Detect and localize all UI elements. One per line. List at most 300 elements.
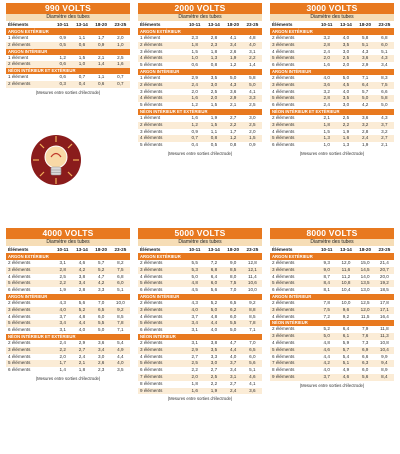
length-value: 8,5 <box>249 313 256 319</box>
length-value: 4,1 <box>229 35 237 40</box>
element-count: 7 éléments <box>140 373 163 379</box>
length-value: 9,0 <box>323 266 330 272</box>
length-value: 11,5 <box>360 313 370 319</box>
length-value: 6,2 <box>229 306 237 312</box>
length-value: 3,6 <box>361 55 369 61</box>
length-value: 5,2 <box>210 299 218 305</box>
length-value: 4,3 <box>381 114 388 120</box>
length-value: 10,0 <box>341 299 351 305</box>
element-count: 3 éléments <box>140 346 163 352</box>
length-value: 1,6 <box>342 135 350 141</box>
length-value: 1,7 <box>229 128 237 134</box>
length-value: 7,8 <box>323 299 330 305</box>
length-value: 5,0 <box>229 74 237 80</box>
element-count: 5 éléments <box>272 55 295 61</box>
gas-section-header: ARGON EXTÉRIEUR <box>138 254 262 260</box>
length-value: 3,0 <box>97 353 105 359</box>
element-count: 3 éléments <box>272 306 295 312</box>
length-value: 6,9 <box>361 346 369 352</box>
length-value: 3,2 <box>323 35 330 40</box>
length-value: 6,6 <box>381 88 388 94</box>
length-value: 6,8 <box>381 35 388 40</box>
column-header: 23-25 <box>246 22 259 27</box>
length-value: 5,4 <box>117 339 124 345</box>
table-row <box>270 115 394 122</box>
length-value: 2,0 <box>191 88 198 94</box>
length-value: 0,3 <box>59 80 66 86</box>
table-row <box>138 381 262 388</box>
length-value: 3,1 <box>229 373 237 379</box>
length-value: 4,1 <box>249 88 256 94</box>
length-value: 4,3 <box>59 299 66 305</box>
length-value: 4,7 <box>97 273 105 279</box>
column-header: Éléments <box>8 247 29 252</box>
length-value: 2,2 <box>249 55 256 61</box>
length-value: 4,2 <box>97 280 105 286</box>
table-row <box>6 347 130 354</box>
length-value: 5,2 <box>78 306 86 312</box>
table-row <box>270 360 394 367</box>
element-count: 4 éléments <box>140 55 163 61</box>
length-value: 3,0 <box>210 360 218 366</box>
length-value: 2,4 <box>229 387 237 393</box>
element-count: 1 élément <box>140 114 161 120</box>
length-value: 0,5 <box>59 41 66 47</box>
length-value: 0,8 <box>229 142 237 148</box>
element-count: 5 éléments <box>272 346 295 352</box>
element-count: 7 éléments <box>272 360 295 366</box>
length-value: 0,6 <box>97 80 105 86</box>
element-count: 1 élément <box>8 74 29 80</box>
length-value: 2,4 <box>191 81 198 87</box>
length-value: 17,1 <box>379 306 389 312</box>
element-count: 3 éléments <box>272 121 295 127</box>
length-value: 10,8 <box>379 339 389 345</box>
column-headers <box>6 21 130 29</box>
table-row <box>270 142 394 149</box>
column-header: 23-25 <box>114 247 127 252</box>
element-count: 2 éléments <box>140 41 163 47</box>
length-value: 3,7 <box>59 313 66 319</box>
length-value: 11,8 <box>380 326 389 332</box>
length-value: 2,5 <box>342 55 350 61</box>
table-row <box>270 102 394 109</box>
table-8000-volts <box>270 228 394 388</box>
element-count: 5 éléments <box>140 320 163 326</box>
length-value: 12,1 <box>247 266 257 272</box>
element-count: 6 éléments <box>272 287 295 293</box>
length-value: 2,9 <box>78 339 86 345</box>
element-count: 2 éléments <box>272 74 295 80</box>
table-row <box>6 354 130 361</box>
length-value: 4,2 <box>78 266 86 272</box>
length-value: 7,5 <box>229 280 237 286</box>
table-4000-volts <box>6 228 130 381</box>
length-value: 0,6 <box>78 41 86 47</box>
length-value: 3,1 <box>191 339 198 345</box>
element-count: 2 éléments <box>272 260 295 265</box>
length-value: 4,9 <box>117 346 124 352</box>
column-header: 13-14 <box>76 22 88 27</box>
column-header: 18-20 <box>95 22 108 27</box>
column-header: 23-25 <box>378 22 391 27</box>
length-value: 2,5 <box>210 373 218 379</box>
length-value: 7,5 <box>117 266 124 272</box>
length-value: 21,4 <box>379 260 389 265</box>
element-count: 3 éléments <box>140 266 163 272</box>
table-row <box>270 367 394 374</box>
length-value: 0,7 <box>117 74 124 80</box>
length-value: 1,2 <box>229 135 237 141</box>
column-headers <box>270 21 394 29</box>
table-row <box>270 267 394 274</box>
element-count: 2 éléments <box>140 299 163 305</box>
length-value: 11,6 <box>341 266 351 272</box>
length-value: 2,7 <box>78 346 86 352</box>
length-value: 1,4 <box>97 61 105 67</box>
length-value: 2,8 <box>59 266 66 272</box>
length-value: 10,8 <box>341 280 351 286</box>
table-row <box>138 307 262 314</box>
length-value: 3,8 <box>210 339 218 345</box>
length-value: 1,9 <box>229 55 237 61</box>
length-value: 12,8 <box>247 260 257 265</box>
length-value: 2,8 <box>323 41 330 47</box>
length-value: 1,1 <box>210 128 218 134</box>
length-value: 1,8 <box>210 48 218 54</box>
element-count: 5 éléments <box>140 102 163 108</box>
column-header: Éléments <box>272 22 293 27</box>
length-value: 6,6 <box>361 353 369 359</box>
gas-section-header: NÉON INTÉRIEUR ET EXTÉRIEUR <box>270 109 394 115</box>
length-value: 2,7 <box>229 114 237 120</box>
table-row <box>270 62 394 69</box>
element-count: 6 éléments <box>8 327 31 333</box>
length-value: 4,0 <box>210 327 218 333</box>
length-value: 13,5 <box>360 280 370 286</box>
length-value: 2,5 <box>249 102 256 108</box>
element-count: 3 éléments <box>8 346 31 352</box>
length-value: 0,9 <box>249 142 256 148</box>
length-value: 1,2 <box>191 121 198 127</box>
length-value: 3,3 <box>97 287 105 293</box>
length-value: 10,0 <box>247 287 257 293</box>
table-row <box>138 55 262 62</box>
length-value: 1,6 <box>191 114 198 120</box>
length-value: 0,6 <box>59 74 66 80</box>
length-value: 4,3 <box>381 55 388 61</box>
length-value: 3,1 <box>59 327 66 333</box>
length-value: 0,9 <box>191 128 198 134</box>
table-row <box>6 327 130 334</box>
length-value: 1,9 <box>210 387 218 393</box>
length-value: 7,6 <box>361 333 369 339</box>
length-value: 4,6 <box>78 260 86 265</box>
length-value: 2,4 <box>59 339 66 345</box>
length-value: 2,2 <box>59 280 66 286</box>
table-row <box>270 135 394 142</box>
length-value: 0,9 <box>97 41 105 47</box>
table-row <box>138 62 262 69</box>
table-row <box>138 340 262 347</box>
length-value: 2,4 <box>323 102 330 108</box>
length-value: 11,3 <box>380 333 389 339</box>
element-count: 1 élément <box>140 74 161 80</box>
table-row <box>6 287 130 294</box>
element-count: 3 éléments <box>272 333 295 339</box>
length-value: 6,8 <box>210 266 218 272</box>
length-value: 5,6 <box>361 373 369 379</box>
table-row <box>138 129 262 136</box>
table-row <box>6 74 130 81</box>
length-value: 9,2 <box>342 313 350 319</box>
length-value: 2,2 <box>59 346 66 352</box>
length-value: 0,5 <box>210 142 218 148</box>
length-value: 4,6 <box>342 373 350 379</box>
length-value: 3,2 <box>361 121 369 127</box>
table-row <box>138 314 262 321</box>
element-count: 5 éléments <box>272 135 295 141</box>
length-value: 2,8 <box>210 35 218 40</box>
length-value: 2,5 <box>191 360 198 366</box>
length-value: 7,1 <box>361 74 369 80</box>
length-value: 3,6 <box>323 81 330 87</box>
element-count: 4 éléments <box>8 273 31 279</box>
table-row <box>6 260 130 267</box>
length-value: 1,9 <box>210 114 218 120</box>
element-count: 4 éléments <box>272 313 295 319</box>
length-value: 7,3 <box>361 339 369 345</box>
length-value: 1,6 <box>191 387 198 393</box>
length-value: 1,9 <box>59 287 66 293</box>
length-value: 2,7 <box>381 135 388 141</box>
length-value: 0,7 <box>78 74 86 80</box>
length-value: 5,0 <box>249 81 256 87</box>
length-value: 9,6 <box>342 306 350 312</box>
table-row <box>6 340 130 347</box>
length-value: 3,8 <box>78 273 86 279</box>
length-value: 2,7 <box>191 353 198 359</box>
table-row <box>138 75 262 82</box>
length-value: 2,3 <box>191 35 198 40</box>
length-value: 6,0 <box>210 280 218 286</box>
length-value: 3,4 <box>229 41 237 47</box>
length-value: 4,6 <box>323 346 330 352</box>
column-header: Éléments <box>272 247 293 252</box>
table-row <box>138 135 262 142</box>
element-count: 1 élément <box>8 35 29 40</box>
length-value: 1,0 <box>117 41 124 47</box>
length-value: 2,7 <box>229 380 237 386</box>
table-row <box>138 280 262 287</box>
length-value: 4,1 <box>249 380 256 386</box>
length-value: 5,0 <box>210 306 218 312</box>
column-header: 18-20 <box>359 22 372 27</box>
table-row <box>6 300 130 307</box>
length-value: 3,7 <box>191 313 198 319</box>
table-row <box>138 142 262 149</box>
element-count: 2 éléments <box>140 260 163 265</box>
length-value: 2,0 <box>191 373 198 379</box>
table-row <box>270 354 394 361</box>
table-row <box>138 274 262 281</box>
element-count: 2 éléments <box>140 81 163 87</box>
gas-section-header: ARGON INTÉRIEUR <box>6 49 130 55</box>
length-value: 13,0 <box>360 287 370 293</box>
element-count: 8 éléments <box>140 380 163 386</box>
column-headers <box>138 21 262 29</box>
table-row <box>138 42 262 49</box>
element-count: 4 éléments <box>140 353 163 359</box>
gas-section-header: ARGON INTÉRIEUR <box>138 69 262 75</box>
length-value: 1,2 <box>59 54 66 60</box>
table-row <box>6 274 130 281</box>
gas-section-header: NÉON INTÉRIEUR ET EXTÉRIEUR <box>6 334 130 340</box>
length-value: 1,0 <box>323 142 330 148</box>
table-row <box>270 55 394 62</box>
table-row <box>270 129 394 136</box>
length-value: 4,0 <box>342 35 350 40</box>
table-row <box>6 367 130 374</box>
measurement-note: (Mesures entre sorties d'électrode) <box>35 89 101 95</box>
length-value: 8,1 <box>323 287 330 293</box>
table-2000-volts <box>138 3 262 156</box>
table-row <box>6 320 130 327</box>
length-value: 4,0 <box>117 360 124 366</box>
length-value: 1,9 <box>361 142 369 148</box>
table-row <box>138 49 262 56</box>
length-value: 3,1 <box>249 48 256 54</box>
tube-diameter-header: Diamètre des tubes <box>6 14 130 21</box>
length-value: 4,2 <box>361 102 369 108</box>
length-value: 2,0 <box>249 128 256 134</box>
length-value: 2,0 <box>323 55 330 61</box>
length-value: 3,4 <box>78 280 86 286</box>
element-count: 6 éléments <box>272 102 295 108</box>
element-count: 4 éléments <box>272 88 295 94</box>
voltage-title: 4000 VOLTS <box>6 228 130 239</box>
length-value: 1,0 <box>78 61 86 67</box>
length-value: 3,4 <box>381 62 388 68</box>
table-row <box>270 347 394 354</box>
length-value: 2,0 <box>59 353 66 359</box>
length-value: 8,4 <box>323 280 330 286</box>
length-value: 14,5 <box>360 266 370 272</box>
length-value: 4,0 <box>191 306 198 312</box>
length-value: 5,4 <box>342 353 350 359</box>
table-row <box>138 300 262 307</box>
length-value: 6,0 <box>229 313 237 319</box>
length-value: 3,5 <box>342 95 350 101</box>
length-value: 20,0 <box>379 273 389 279</box>
length-value: 7,9 <box>361 326 369 332</box>
table-row <box>138 354 262 361</box>
length-value: 0,7 <box>191 135 198 141</box>
table-row <box>270 274 394 281</box>
length-value: 4,9 <box>342 367 350 373</box>
length-value: 1,2 <box>229 62 237 68</box>
element-count: 3 éléments <box>272 81 295 87</box>
tube-diameter-header: Diamètre des tubes <box>138 14 262 21</box>
length-value: 17,8 <box>379 299 389 305</box>
length-value: 7,2 <box>210 260 218 265</box>
element-count: 3 éléments <box>140 88 163 94</box>
length-value: 3,6 <box>97 339 105 345</box>
length-value: 4,4 <box>117 353 124 359</box>
length-value: 7,0 <box>97 299 105 305</box>
table-row <box>138 102 262 109</box>
length-value: 7,1 <box>249 327 256 333</box>
length-value: 4,0 <box>323 74 330 80</box>
element-count: 2 éléments <box>272 35 295 40</box>
table-row <box>138 287 262 294</box>
length-value: 4,0 <box>249 41 256 47</box>
length-value: 1,7 <box>59 360 66 366</box>
length-value: 18,5 <box>379 287 389 293</box>
length-value: 4,7 <box>229 339 237 345</box>
length-value: 2,1 <box>78 360 86 366</box>
length-value: 6,4 <box>361 81 369 87</box>
length-value: 10,4 <box>379 346 389 352</box>
length-value: 6,5 <box>229 299 237 305</box>
table-row <box>270 300 394 307</box>
length-value: 5,3 <box>191 266 198 272</box>
length-value: 2,2 <box>342 121 350 127</box>
element-count: 4 éléments <box>8 313 31 319</box>
element-count: 2 éléments <box>272 299 295 305</box>
length-value: 4,4 <box>210 320 218 326</box>
length-value: 2,9 <box>361 62 369 68</box>
length-value: 8,8 <box>249 306 256 312</box>
length-value: 9,9 <box>381 353 388 359</box>
length-value: 4,4 <box>323 353 330 359</box>
table-row <box>270 314 394 321</box>
voltage-title: 3000 VOLTS <box>270 3 394 14</box>
length-value: 6,5 <box>249 346 256 352</box>
length-value: 1,6 <box>117 61 124 67</box>
element-count: 3 éléments <box>8 266 31 272</box>
length-value: 2,1 <box>97 54 105 60</box>
length-value: 2,1 <box>323 114 330 120</box>
column-header: 13-14 <box>340 247 352 252</box>
length-value: 12,5 <box>360 299 370 305</box>
length-value: 0,6 <box>191 62 198 68</box>
length-value: 5,1 <box>117 287 124 293</box>
length-value: 2,7 <box>210 367 218 373</box>
table-row <box>270 75 394 82</box>
element-count: 4 éléments <box>272 273 295 279</box>
length-value: 0,8 <box>210 135 218 141</box>
column-header: 18-20 <box>359 247 372 252</box>
length-value: 6,4 <box>342 326 350 332</box>
length-value: 0,4 <box>78 80 86 86</box>
length-value: 1,6 <box>191 95 198 101</box>
length-value: 3,5 <box>210 74 218 80</box>
length-value: 4,3 <box>361 48 369 54</box>
element-count: 6 éléments <box>140 287 163 293</box>
length-value: 1,4 <box>59 367 66 373</box>
table-row <box>270 340 394 347</box>
element-count: 8 éléments <box>272 367 295 373</box>
length-value: 6,8 <box>117 273 124 279</box>
length-value: 0,6 <box>59 61 66 67</box>
length-value: 1,2 <box>191 102 198 108</box>
table-row <box>270 307 394 314</box>
length-value: 3,0 <box>210 81 218 87</box>
length-value: 5,6 <box>210 287 218 293</box>
length-value: 4,0 <box>342 88 350 94</box>
length-value: 2,6 <box>97 360 105 366</box>
